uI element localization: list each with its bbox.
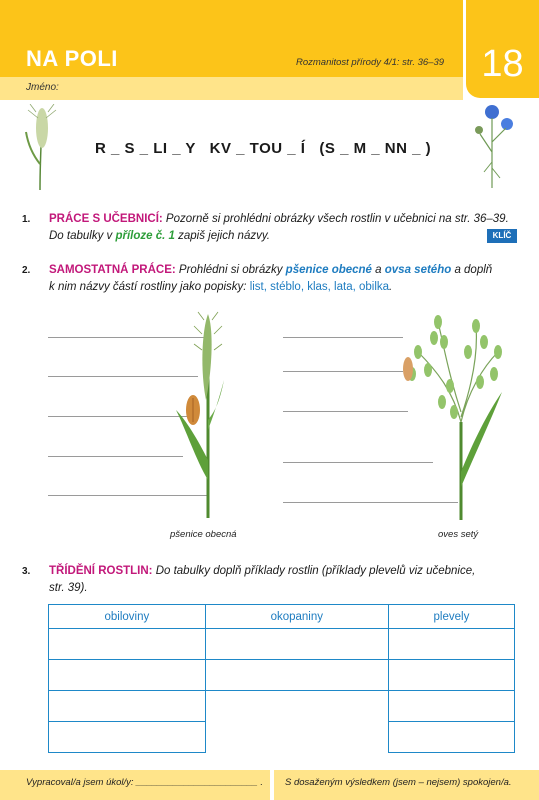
table-cell[interactable] — [388, 691, 514, 722]
page-header — [0, 0, 539, 100]
footer-divider — [270, 770, 274, 800]
task-heading: SAMOSTATNÁ PRÁCE: — [49, 264, 176, 276]
plant-name: pšenice obecné — [285, 264, 372, 276]
column-header-cereals: obiloviny — [49, 605, 206, 629]
answer-key-badge[interactable]: KLÍČ — [487, 229, 517, 243]
table-cell — [205, 722, 388, 753]
cornflower-illustration — [470, 102, 520, 190]
table-cell[interactable] — [49, 722, 206, 753]
task-number: 2. — [22, 265, 31, 276]
task-text: str. 39). — [49, 582, 88, 594]
table-cell[interactable] — [388, 629, 514, 660]
table-row — [49, 722, 515, 753]
footer-completed-by: Vypracoval/a jsem úkol/y: _______________________ . — [26, 777, 263, 788]
table-row — [49, 691, 515, 722]
wheat-plant-illustration — [168, 310, 228, 520]
caption-wheat: pšenice obecná — [170, 529, 237, 540]
table-cell[interactable] — [205, 629, 388, 660]
table-cell[interactable] — [388, 722, 514, 753]
footer-self-evaluation: S dosaženým výsledkem (jsem – nejsem) spokojen/a. — [285, 777, 512, 788]
wheat-ear-illustration — [20, 104, 60, 192]
part-names: list, stéblo, klas, lata, obilka — [249, 281, 390, 293]
task-number: 1. — [22, 214, 31, 225]
table-row — [49, 660, 515, 691]
table-cell[interactable] — [205, 660, 388, 691]
table-header-row — [49, 605, 515, 629]
task-heading: PRÁCE S UČEBNICÍ: — [49, 213, 163, 225]
answer-line[interactable] — [48, 456, 183, 457]
task-text: Prohlédni si obrázky — [175, 264, 286, 276]
page-title: NA POLI — [26, 46, 118, 71]
task-text: zapiš jejich názvy. — [174, 230, 270, 242]
answer-line[interactable] — [283, 371, 403, 372]
task-text: Pozorně si prohlédni obrázky všech rostlin v učebnici na str. 36–39. — [162, 213, 509, 225]
column-header-root-crops: okopaniny — [205, 605, 388, 629]
word-puzzle: R _ S _ LI _ Y KV _ TOU _ Í (S _ M _ NN _ ) — [95, 140, 432, 157]
task-text: a — [371, 264, 385, 276]
table-cell[interactable] — [49, 660, 206, 691]
header-subband — [0, 77, 463, 100]
task-text: Do tabulky doplň příklady rostlin (příklady plevelů viz učebnice, — [152, 565, 476, 577]
task-text: Do tabulky v — [49, 230, 116, 242]
plant-name: ovsa setého — [384, 264, 452, 276]
table-row — [49, 629, 515, 660]
task-number: 3. — [22, 566, 31, 577]
table-cell[interactable] — [49, 629, 206, 660]
task-text: a doplň — [451, 264, 493, 276]
answer-line[interactable] — [48, 416, 188, 417]
source-reference: Rozmanitost přírody 4/1: str. 36–39 — [296, 57, 445, 68]
appendix-reference: příloze č. 1 — [115, 230, 175, 242]
task-text: k nim názvy částí rostliny jako popisky: — [49, 281, 250, 293]
page-number: 18 — [466, 0, 539, 98]
table-cell[interactable] — [49, 691, 206, 722]
answer-line[interactable] — [283, 337, 403, 338]
column-header-weeds: plevely — [388, 605, 514, 629]
name-label: Jméno: — [26, 82, 59, 93]
table-cell[interactable] — [388, 660, 514, 691]
answer-line[interactable] — [283, 411, 408, 412]
task-heading: TŘÍDĚNÍ ROSTLIN: — [49, 565, 153, 577]
caption-oat: oves setý — [438, 529, 479, 540]
classification-table — [48, 604, 515, 753]
table-cell — [205, 691, 388, 722]
task-text: . — [389, 281, 393, 293]
oat-plant-illustration — [398, 312, 508, 522]
